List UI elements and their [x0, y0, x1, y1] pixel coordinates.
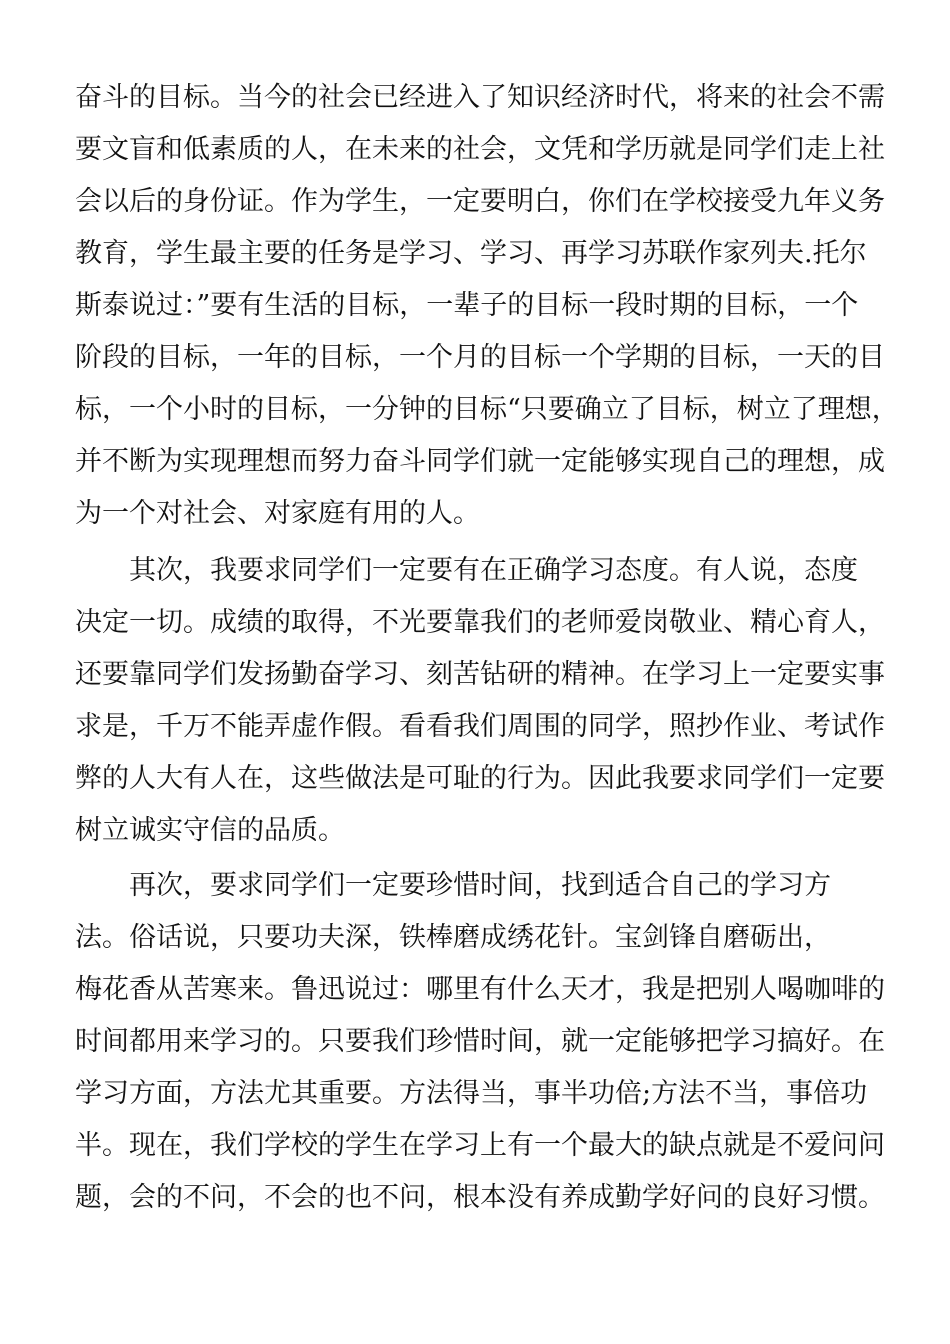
text-line: 标，一个小时的目标，一分钟的目标“只要确立了目标，树立了理想， — [75, 394, 899, 425]
text-line: 还要靠同学们发扬勤奋学习、刻苦钻研的精神。在学习上一定要实事 — [75, 659, 885, 690]
text-line: 法。俗话说，只要功夫深，铁棒磨成绣花针。宝剑锋自磨砺出， — [75, 922, 831, 953]
text-line: 时间都用来学习的。只要我们珍惜时间，就一定能够把学习搞好。在 — [75, 1026, 885, 1057]
text-line: 弊的人大有人在，这些做法是可耻的行为。因此我要求同学们一定要 — [75, 763, 885, 794]
text-line: 树立诚实守信的品质。 — [75, 815, 345, 846]
text-line: 奋斗的目标。当今的社会已经进入了知识经济时代，将来的社会不需 — [75, 82, 885, 113]
text-line: 题，会的不问，不会的也不问，根本没有养成勤学好问的良好习惯。 — [75, 1182, 885, 1213]
text-line: 决定一切。成绩的取得，不光要靠我们的老师爱岗敬业、精心育人， — [75, 607, 885, 638]
text-line: 阶段的目标，一年的目标，一个月的目标一个学期的目标，一天的目 — [75, 342, 885, 373]
text-line: 教育，学生最主要的任务是学习、学习、再学习苏联作家列夫.托尔 — [75, 238, 867, 269]
text-line: 半。现在，我们学校的学生在学习上有一个最大的缺点就是不爱问问 — [75, 1130, 885, 1161]
text-line: 斯泰说过：”要有生活的目标，一辈子的目标一段时期的目标，一个 — [75, 290, 859, 321]
text-line: 会以后的身份证。作为学生，一定要明白，你们在学校接受九年义务 — [75, 186, 885, 217]
text-line: 并不断为实现理想而努力奋斗同学们就一定能够实现自己的理想，成 — [75, 446, 885, 477]
text-line: 梅花香从苦寒来。鲁迅说过：哪里有什么天才，我是把别人喝咖啡的 — [75, 974, 885, 1005]
text-line: 学习方面，方法尤其重要。方法得当，事半功倍;方法不当，事倍功 — [75, 1078, 868, 1109]
text-line: 求是，千万不能弄虚作假。看看我们周围的同学，照抄作业、考试作 — [75, 711, 885, 742]
text-line: 为一个对社会、对家庭有用的人。 — [75, 498, 480, 529]
text-line: 要文盲和低素质的人，在未来的社会，文凭和学历就是同学们走上社 — [75, 134, 885, 165]
paragraph-first-line: 其次，我要求同学们一定要有在正确学习态度。有人说，态度 — [129, 555, 858, 586]
paragraph-first-line: 再次，要求同学们一定要珍惜时间，找到适合自己的学习方 — [129, 870, 831, 901]
